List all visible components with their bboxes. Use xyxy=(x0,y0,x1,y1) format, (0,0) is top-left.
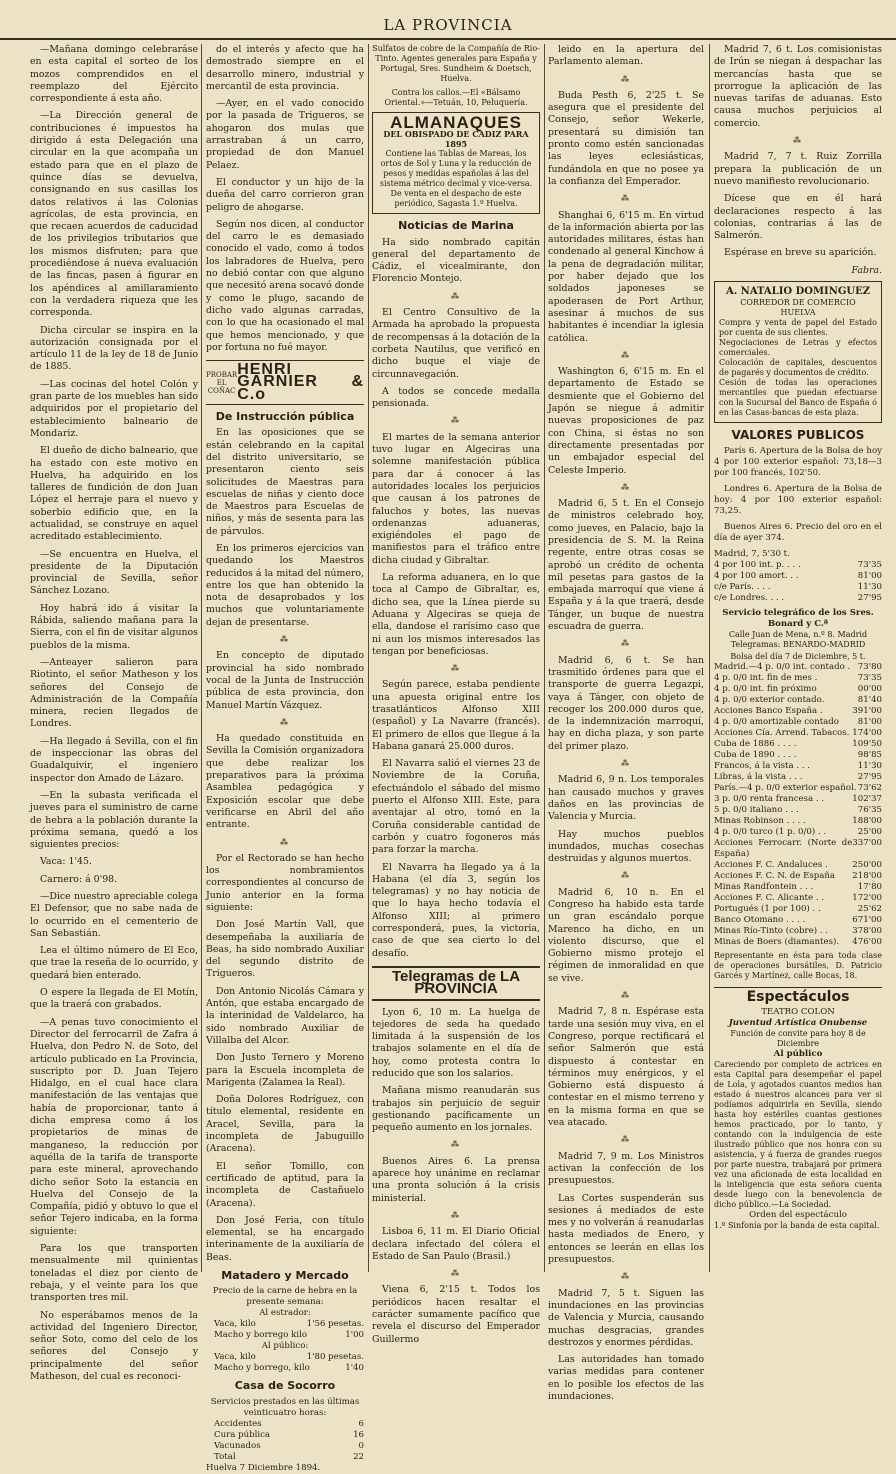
bonard-telegram: Telegramas: BENARDO-MADRID xyxy=(730,639,866,649)
market-row xyxy=(714,783,882,794)
telegram-paragraph: Mañana mismo reanudarán sus trabajos sin perjuicio de seguir gestionando pacíficamente un pequeño aumento en los jornales. xyxy=(372,1085,540,1134)
market-row xyxy=(714,882,882,893)
market-row-label: 4 p. 0/0 int. fin de mes . xyxy=(714,672,818,683)
market-row-value: 188'00 xyxy=(852,815,882,826)
market-row-value: 476'00 xyxy=(852,936,882,947)
advert-line: Cesión de todas las operaciones mercantiles que puedan efectuarse con la Sucursal del Banco de España ó en las Casas-bancas de esta plaza. xyxy=(719,378,877,418)
company-name: Juventud Artística Onubense xyxy=(728,1017,868,1028)
news-paragraph: Ha quedado constituida en Sevilla la Comisión organizadora que debe realizar los preparativos para la próxima Asamblea pedagógica y Exposición escolar que debe verificarse en Abril del año entrante. xyxy=(206,733,364,831)
market-row xyxy=(714,893,882,904)
news-paragraph: —A penas tuvo conocimiento el Director del ferrocarril de Zafra á Huelva, don Pedro N. de Soto, del artículo publicado en La Provincia, suscripto por D. Juan Tejero Hidalgo, en el cual hace clara manifestación de las ventajas que había de proporcionar, tanto á dicha empresa como á los propietarios de minas de manganeso, la reducción por aquélla de la tarifa de transporte para este mineral, aprovechando dicho señor Soto la estancia en Huelva del Consejo de la Compañía, pidió y obtuvo lo que el señor Tejero indicaba, en la forma siguiente: xyxy=(30,1016,198,1237)
market-row-label: 5 p. 0/0 italiano . . . xyxy=(714,804,799,815)
market-row-value: 250'00 xyxy=(852,859,882,870)
sulfatos-advert: Sulfatos de cobre de la Compañía de Rio-Tinto. Agentes generales para España y Portugal, Sres. Sundheim & Doetsch, Huelva. xyxy=(372,44,540,83)
asterism: ⁂ xyxy=(621,639,631,649)
asterism: ⁂ xyxy=(451,1210,461,1220)
function-line: Función de convite para hoy 8 de Diciembre xyxy=(730,1028,866,1048)
almanaques-title: ALMANAQUES xyxy=(390,113,522,132)
column-5 xyxy=(714,44,882,1274)
news-paragraph: Dicha circular se inspira en la autorización consignada por el artículo 11 de la ley de 18 de Junio de 1885. xyxy=(30,324,198,373)
news-paragraph: El Centro Consultivo de la Armada ha aprobado la propuesta de recompensas á la dotación de la corbeta Nautilus, que verificó en dicho buque el viaje de circunnavegación. xyxy=(372,307,540,380)
market-row-label: Minas Robinson . . . . xyxy=(714,815,806,826)
column-3 xyxy=(372,44,540,1345)
market-row xyxy=(714,593,882,604)
market-row xyxy=(714,794,882,805)
news-paragraph: Hoy habrá ido á visitar la Rábida, saliendo mañana para la Sierra, con el fin de visitar algunos pueblos de la misma. xyxy=(30,602,198,651)
news-paragraph: El señor Tomillo, con certificado de aptitud, para la incompleta de Castañuelo (Aracena). xyxy=(206,1160,364,1209)
column-rule xyxy=(201,44,202,1272)
market-row xyxy=(714,662,882,673)
report-date: Huelva 7 Diciembre 1894. xyxy=(206,1462,321,1473)
column-2 xyxy=(206,44,364,1473)
news-paragraph: —Anteayer salieron para Riotinto, el señor Matheson y los señores del Consejo de Administración de la Compañía minera, recien llegados de Londres. xyxy=(30,656,198,730)
market-row-label: 4 p. 0/0 amortizable contado xyxy=(714,716,839,727)
telegram-paragraph: Madrid 6, 6 t. Se han trasmitido órdenes para que el transporte de guerra Legazpi, vaya á Tánger, con objeto de recoger los 200.000 duros que, de la indemnización marroquí, hay en dicha plaza, y son parte del primer plazo. xyxy=(548,654,704,752)
section-heading: Espectáculos xyxy=(714,987,882,1003)
market-row xyxy=(714,926,882,937)
asterism: ⁂ xyxy=(451,664,461,674)
section-heading: De Instrucción pública xyxy=(215,410,355,424)
column-rule xyxy=(544,44,545,1272)
market-table-b xyxy=(714,662,882,948)
market-row xyxy=(714,750,882,761)
market-row-value: 172'00 xyxy=(852,892,882,903)
market-row xyxy=(714,937,882,948)
asterism: ⁂ xyxy=(621,482,631,492)
dominguez-advert xyxy=(714,281,882,423)
section-heading: VALORES PUBLICOS xyxy=(731,428,865,443)
bonard-address: Calle Juan de Mena, n.º 8. Madrid xyxy=(728,629,868,639)
market-row-label: Acciones F. C. Andaluces . xyxy=(714,859,828,870)
bonard-heading: Servicio telegráfico de los Sres. Bonard y C.ª xyxy=(722,607,874,629)
market-row xyxy=(714,695,882,706)
total-row: Total 22 xyxy=(214,1451,364,1462)
news-paragraph: —En la subasta verificada el jueves para el suministro de carne de hebra a la población durante la próxima semana, quedó a los siguientes precios: xyxy=(30,789,198,851)
news-paragraph: Lea el último número de El Eco, que trae la reseña de lo ocurrido, y quedará bien enterado. xyxy=(30,945,198,981)
order-item: 1.º Sinfonía por la banda de esta capital. xyxy=(714,1220,880,1230)
news-paragraph: El martes de la semana anterior tuvo lugar en Algeciras una solemne manifestación pública para dar á conocer á las autoridades locales los perjuicios que causan á los patrones de faluchos y botes, las nuevas ordenanzas aduaneras, exigiéndoles el pago de manifiestos para el tráfico entre dicha ciudad y Gibraltar. xyxy=(372,431,540,566)
market-row xyxy=(714,816,882,827)
news-paragraph: En los primeros ejercicios van quedando los Maestros reducidos á la mitad del número, entre los que han obtenido la nota de desaprobados y los muchos que voluntariamente dejan de presentarse. xyxy=(206,542,364,628)
order-heading: Orden del espectáculo xyxy=(749,1209,847,1220)
market-row xyxy=(714,860,882,871)
market-row-label: Minas Río-Tinto (cobre) . . xyxy=(714,925,829,936)
theatre-name: TEATRO COLON xyxy=(761,1006,835,1017)
news-paragraph: El dueño de dicho balneario, que ha estado con este motivo en Huelva, ha adquirido en los talleres de fundición de don Juan López el herraje para el nuevo y soberbio edificio que, en la actualidad, se construye en aquel acreditado establecimiento. xyxy=(30,445,198,543)
section-heading: Matadero y Mercado xyxy=(221,1269,349,1283)
market-row-label: c/e Londres. . . . xyxy=(714,592,785,603)
price-row: Vaca, kilo 1'80 pesetas. xyxy=(214,1352,364,1363)
news-paragraph: Doña Dolores Rodríguez, con título elemental, residente en Aracel, Sevilla, para la incompleta de Jabuguillo (Aracena). xyxy=(206,1094,364,1155)
news-paragraph: do el interés y afecto que ha demostrado siempre en el desarrollo minero, industrial y mercantil de esta provincia. xyxy=(206,44,364,92)
market-row-value: 81'40 xyxy=(857,694,882,705)
market-row xyxy=(714,706,882,717)
news-paragraph: En las oposiciones que se están celebrando en la capital del distrito universitario, se presentaron ciento seis solicitudes de Maestras para escuelas de niñas y ciento doce de Maestros para Escuelas de niños, y más de sesenta para las de párvulos. xyxy=(206,427,364,537)
news-paragraph: Según nos dicen, al conductor del carro le es demasiado conocido el vado, como á todos los labradores de Huelva, pero no debió contar con que alguno que necesitó arena socavó donde y como le plugo, sacando de dicho vado algunas carradas, con lo que ha ocasionado el mal que hemos mencionado, y que por fortuna no fué mayor. xyxy=(206,218,364,353)
column-rule xyxy=(368,44,369,1272)
market-row xyxy=(714,728,882,739)
telegram-paragraph: Buda Pesth 6, 2'25 t. Se asegura que el presidente del Consejo, señor Wekerle, presentará su dimisión tan pronto como estén sancionadas las leyes eclesiásticas, fundándola en que no posee ya la confianza del Emperador. xyxy=(548,89,704,187)
service-row: Accidentes 6 xyxy=(214,1418,364,1429)
callos-advert: Contra los callos.—El «Bálsamo Oriental.»—Tetuán, 10, Peluquería. xyxy=(384,88,528,107)
market-row xyxy=(714,772,882,783)
market-row-value: 11'30 xyxy=(857,581,882,592)
market-row xyxy=(714,761,882,772)
market-row-value: 98'85 xyxy=(857,749,882,760)
market-row xyxy=(714,838,882,860)
market-row-label: Minas Randfontein . . . xyxy=(714,881,814,892)
market-row-label: Acciones F. C. N. de España xyxy=(714,870,836,881)
market-row-label: 4 p. 0/0 int. fin próximo xyxy=(714,683,817,694)
market-row-value: 25'00 xyxy=(857,826,882,837)
market-row-label: 3 p. 0/0 renta francesa . . xyxy=(714,793,825,804)
market-row-value: 73'35 xyxy=(857,672,882,683)
market-row xyxy=(714,717,882,728)
market-table-a xyxy=(714,560,882,604)
telegram-paragraph: Madrid 7, 7 t. Ruiz Zorrilla prepara la publicación de un nuevo manifiesto revolucionario. xyxy=(714,151,882,187)
telegrams-heading: Telegramas de LA PROVINCIA xyxy=(372,966,540,1001)
news-paragraph: No esperábamos menos de la actividad del Ingeniero Director, señor Soto, como del celo de los señores del Consejo y principalmente del señor Matheson, del cual es reconoci- xyxy=(30,1309,198,1382)
column-4 xyxy=(548,44,704,1402)
market-row-label: Cuba de 1886 . . . . xyxy=(714,738,797,749)
market-row-value: 25'62 xyxy=(857,903,882,914)
market-row-label: Minas de Boers (diamantes). xyxy=(714,936,840,947)
advert-role: CORREDOR DE COMERCIO xyxy=(740,298,856,308)
telegram-paragraph: Hay muchos pueblos inundados, muchas cosechas destruidas y algunos muertos. xyxy=(548,828,704,865)
news-paragraph: —Mañana domingo celebraráse en esta capital el sorteo de los mozos comprendidos en el reemplazo del Ejército correspondiente á esta año. xyxy=(30,44,198,105)
market-row-label: 4 por 100 amort. . . xyxy=(714,570,799,581)
market-row-label: Acciones Banco España . xyxy=(714,705,823,716)
market-row-label: Libras, á la vista . . . xyxy=(714,771,803,782)
market-row xyxy=(714,871,882,882)
news-paragraph: En concepto de diputado provincial ha sido nombrado vocal de la Junta de Instrucción pública de esta provincia, don Manuel Martín Vázquez. xyxy=(206,650,364,711)
telegram-paragraph: Lisboa 6, 11 m. El Diario Oficial declara infectado del cólera el Estado de San Paulo (Brasil.) xyxy=(372,1226,540,1262)
price-intro: Precio de la carne de hebra en la presente semana: xyxy=(212,1286,358,1308)
telegram-paragraph: Madrid 7, 9 m. Los Ministros activan la confección de los presupuestos. xyxy=(548,1150,704,1187)
bolsa-date: Bolsa del día 7 de Diciembre, 5 t. xyxy=(730,651,866,661)
market-row xyxy=(714,739,882,750)
section-heading: Noticias de Marina xyxy=(398,219,514,233)
telegram-paragraph: Viena 6, 2'15 t. Todos los periódicos hacen resaltar el carácter sumamente pacífico que revela el discurso del Emperador Guillermo xyxy=(372,1284,540,1345)
news-paragraph: Según parece, estaba pendiente una apuesta original entre los trasatlánticos Alfonso XIII (español) y La Navarre (francés). El primero de ellos que llegue á la Habana ganará 25.000 duros. xyxy=(372,679,540,752)
market-row-value: 27'95 xyxy=(857,771,882,782)
telegram-paragraph: Madrid 7, 6 t. Los comisionistas de Irún se niegan á despachar las mercancías hasta que se prorrogue la aplicación de las nuevas tarifas de aduanas. Esto causa muchos perjuicios al comercio. xyxy=(714,44,882,129)
news-paragraph: A todos se concede medalla pensionada. xyxy=(372,385,540,410)
market-row-value: 378'00 xyxy=(852,925,882,936)
market-row-value: 391'00 xyxy=(852,705,882,716)
news-paragraph: Don José Martín Vall, que desempeñaba la auxiliaría de Beas, ha sido nombrado Auxiliar del segundo distrito de Trigueros. xyxy=(206,919,364,980)
garnier-advert-tagline: PROBAR EL COÑAC xyxy=(206,370,238,395)
market-row-value: 81'00 xyxy=(857,716,882,727)
service-row: Vacunados 0 xyxy=(214,1440,364,1451)
market-row-value: 102'37 xyxy=(852,793,882,804)
almanaques-text: Contiene las Tablas de Mareas, los ortos de Sol y Luna y la reducción de pesos y medidas españolas á las del sistema métrico decimal y vice-versa. xyxy=(379,149,533,189)
telegram-paragraph: Espérase en breve su aparición. xyxy=(724,247,877,259)
market-row-value: 218'00 xyxy=(852,870,882,881)
advert-line: Compra y venta de papel del Estado por cuenta de sus clientes. xyxy=(719,318,877,338)
telegram-paragraph: Las Cortes suspenderán sus sesiones á mediados de este mes y no volverán á reanudarlas hasta mediados de Enero, y entonces se leerán en ellas los presupuestos. xyxy=(548,1192,704,1266)
advert-line: Negociaciones de Letras y efectos comerciales. xyxy=(719,338,877,358)
asterism: ⁂ xyxy=(621,194,631,204)
news-paragraph: La reforma aduanera, en lo que toca al Campo de Gibraltar, es, dicho sea, que la Línea pierde su Aduana y Algeciras se queja de ella, dandose el rarísimo caso que ni aun los mismos interesados las tengan por beneficiosas. xyxy=(372,572,540,657)
almanaques-subtitle: DEL OBISPADO DE CADIZ PARA 1895 xyxy=(383,129,529,150)
market-row-label: Madrid.—4 p. 0/0 int. contado . xyxy=(714,661,851,672)
market-row xyxy=(714,827,882,838)
asterism: ⁂ xyxy=(621,759,631,769)
news-paragraph: —La Dirección general de contribuciones é impuestos ha dirigido á esta Delegación una circular en la que acompaña un estado para que en el plazo de quince días se devuelva, consignando en sus casillas los datos relativos á las Colonias agrícolas, de esta provincia, en que recaen acuerdos de caducidad de los privilegios tributarios que los mismos disfruten; para que procediéndose á nueva evaluación de las fincas, pasen á figurar en los apéndices al amillaramiento con la verdadera riqueza que les corresponda. xyxy=(30,110,198,319)
price-row: Macho y borrego kilo 1'00 xyxy=(214,1330,364,1341)
almanaques-sale: De venta en el despacho de este periódico, Sagasta 1.º Huelva. xyxy=(390,189,522,209)
asterism: ⁂ xyxy=(621,350,631,360)
news-paragraph: Para los que transporten mensualmente mil quinientas toneladas el diez por ciento de rebaja, y el veinte para los que transporten tres mil. xyxy=(30,1243,198,1304)
telegram-paragraph: Madrid 6, 10 n. En el Congreso ha habido esta tarde un gran escándalo porque Marenco ha dicho, en un violento discurso, que el Gobierno mismo protejo el régimen de inmoralidad en que se vive. xyxy=(548,886,704,984)
market-row-label: Acciones F. C. Alicante . . xyxy=(714,892,824,903)
market-row-value: 337'00 xyxy=(852,837,882,848)
market-row-value: 11'30 xyxy=(857,760,882,771)
asterism: ⁂ xyxy=(621,1135,631,1145)
market-row-value: 81'00 xyxy=(857,570,882,581)
market-row-value: 109'50 xyxy=(852,738,882,749)
almanaques-advert xyxy=(372,112,540,214)
news-paragraph: —Ha llegado á Sevilla, con el fin de inspeccionar las obras del Guadalquivir, el ingeniero inspector don Amado de Lázaro. xyxy=(30,735,198,784)
telegram-paragraph: Madrid 7, 8 n. Espérase esta tarde una sesión muy viva, en el Congreso, porque rectificará el señor Salmerón que está dispuesto á contestar en términos muy enérgicos, y el Gobierno está dispuesto á contestar en el mismo terreno y en la misma forma en que se vea atacado. xyxy=(548,1006,704,1129)
telegram-paragraph: Lyon 6, 10 m. La huelga de tejedores de seda ha quedado limitada á la suspensión de los trabajos solamente en el día de hoy, como protesta contra lo reducido que son los salarios. xyxy=(372,1006,540,1079)
price-row: Vaca, kilo 1'56 pesetas. xyxy=(214,1319,364,1330)
market-row-label: 4 por 100 int. p. . . . xyxy=(714,559,801,570)
asterism: ⁂ xyxy=(451,1140,461,1150)
market-row xyxy=(714,582,882,593)
telegram-signature: Fabra. xyxy=(851,264,882,276)
news-paragraph: O espere la llegada de El Motín, que la traerá con grabados. xyxy=(30,987,198,1011)
masthead xyxy=(0,0,896,40)
newspaper-title: LA PROVINCIA xyxy=(383,16,513,34)
market-row-value: 17'80 xyxy=(857,881,882,892)
service-row: Cura pública 16 xyxy=(214,1429,364,1440)
advert-city: HUELVA xyxy=(780,308,816,318)
news-paragraph: —Dice nuestro apreciable colega El Defensor, que no sabe nada de lo ocurrido en el cementerio de San Sebastián. xyxy=(30,891,198,939)
market-paragraph: Londres 6. Apertura de la Bolsa de hoy: 4 por 100 exterior español: 73,25. xyxy=(714,483,882,516)
telegram-paragraph: Madrid 7, 5 t. Siguen las inundaciones en las provincias de Valencia y Murcia, causando muchas desgracias, grandes destrozos y enormes pérdidas. xyxy=(548,1287,704,1348)
news-paragraph: Vaca: 1'45. xyxy=(40,856,92,868)
column-rule xyxy=(709,44,710,1272)
market-row-value: 671'00 xyxy=(852,914,882,925)
telegram-paragraph: Madrid 6, 9 n. Los temporales han causado muchos y graves daños en las provincias de Valencia y Murcia. xyxy=(548,774,704,823)
market-row-label: c/e París. . . . xyxy=(714,581,771,592)
market-row-label: Francos, á la vista . . . xyxy=(714,760,811,771)
market-row-label: Acciones Ferrocarr. (Norte de España) xyxy=(714,837,853,859)
garnier-advert-brand: HENRI GARNIER & C.o xyxy=(237,361,364,403)
asterism: ⁂ xyxy=(451,416,461,426)
news-paragraph: Don Antonio Nicolás Cámara y Antón, que estaba encargado de la interinidad de Valdelarco, ha sido nombrado Auxiliar de Villalba del Alcor. xyxy=(206,985,364,1046)
al-publico-heading: Al público xyxy=(773,1048,823,1059)
garnier-advert xyxy=(206,360,364,405)
market-row-label: 4 p. 0/0 exterior contado. xyxy=(714,694,825,705)
asterism: ⁂ xyxy=(621,871,631,881)
telegram-paragraph: Dícese que en él hará declaraciones respecto á las colonias, contrarias á las de Salmerón. xyxy=(714,193,882,242)
asterism: ⁂ xyxy=(280,837,290,847)
telegram-paragraph: Buenos Aires 6. La prensa aparece hoy unánime en reclamar una pronta solución á la crisis ministerial. xyxy=(372,1155,540,1204)
casa-intro: Servicios prestados en las últimas veinticuatro horas: xyxy=(210,1396,360,1418)
spectacle-note: Careciendo por completo de actrices en esta Capital para desempeñar el papel de Lola, y agotados cuantos medios han estado á nuestros alcances para ver si podíamos adquirirla en Sevilla, siendo hasta hoy estériles cuantas gestiones hemos practicado, por lo tanto, y contando con la indulgencia de este ilustrado público que nos honra con su asistencia, y á fuerza de grandes ruegos por parte nuestra, trabajará por primera vez una aficionada de esta localidad en la inteligencia que esta señora cuenta desde luego con la benevolencia de dicho público.—La Sociedad. xyxy=(714,1059,882,1209)
market-row xyxy=(714,915,882,926)
news-paragraph: —Se encuentra en Huelva, el presidente de la Diputación provincial de Sevilla, señor Sánchez Lozano. xyxy=(30,548,198,597)
market-row xyxy=(714,560,882,571)
telegram-paragraph: Las autoridades han tomado varias medidas para contener en lo posible los efectos de las inundaciones. xyxy=(548,1354,704,1402)
asterism: ⁂ xyxy=(621,991,631,1001)
section-heading: Casa de Socorro xyxy=(234,1379,336,1393)
asterism: ⁂ xyxy=(621,74,631,84)
asterism: ⁂ xyxy=(451,1269,461,1279)
asterism: ⁂ xyxy=(621,1272,631,1282)
market-row-value: 174'00 xyxy=(852,727,882,738)
market-paragraph: París 6. Apertura de la Bolsa de hoy 4 por 100 exterior español: 73,18—3 por 100 francés, 102'50. xyxy=(714,445,882,478)
market-paragraph: Buenos Aires 6. Precio del oro en el día de ayer 374. xyxy=(714,521,882,543)
market-row-label: Cuba de 1890 . . . . xyxy=(714,749,797,760)
news-paragraph: Don Justo Ternero y Moreno para la Escuela incompleta de Marigenta (Zalamea la Real). xyxy=(206,1052,364,1088)
market-row-value: 76'35 xyxy=(857,804,882,815)
column-1 xyxy=(30,44,198,1382)
price-subheading: Al público: xyxy=(261,1341,309,1352)
asterism: ⁂ xyxy=(451,291,461,301)
telegram-paragraph: Washington 6, 6'15 m. En el departamento de Estado se desmiente que el Gobierno del Japón se niegue á admitir nuevas proposiciones de paz con China, si éstas no son directamente presentadas por un embajador especial del Celeste Imperio. xyxy=(548,366,704,476)
market-row-label: París.—4 p. 0/0 exterior español. xyxy=(714,782,857,793)
market-row-value: 00'00 xyxy=(857,683,882,694)
market-row-value: 73'80 xyxy=(857,661,882,672)
news-paragraph: El Navarra salió el viernes 23 de Noviembre de la Coruña, efectuándolo el sábado del mismo puerto el Alfonso XIII. Este, para aventajar al otro, tomó en la Coruña considerable cantidad de carbón y cuatro fogoneros más para forzar la marcha. xyxy=(372,758,540,856)
news-paragraph: Ha sido nombrado capitán general del departamento de Cádiz, el vicealmirante, don Florencio Montejo. xyxy=(372,236,540,285)
market-row-value: 27'95 xyxy=(857,592,882,603)
market-row-label: 4 p. 0/0 turco (1 p. 0/0) . . xyxy=(714,826,827,837)
news-paragraph: —Las cocinas del hotel Colón y gran parte de los muebles han sido adquiridos por el propietario del establecimiento balneario de Mondariz. xyxy=(30,378,198,439)
news-paragraph: El conductor y un hijo de la dueña del carro corrieron gran peligro de ahogarse. xyxy=(206,176,364,213)
market-row-label: Acciones Cía. Arrend. Tabacos. xyxy=(714,727,850,738)
advert-name: A. NATALIO DOMINGUEZ xyxy=(725,286,871,298)
representative-note: Representante en ésta para toda clase de operaciones bursátiles, D. Patricio Garcés y Martínez, calle Bocas, 18. xyxy=(714,950,882,980)
news-paragraph: Carnero: á 0'98. xyxy=(40,873,118,885)
market-row xyxy=(714,673,882,684)
market-row xyxy=(714,805,882,816)
market-row-value: 73'35 xyxy=(857,559,882,570)
advert-line: Colocación de capitales, descuentos de pagarés y documentos de crédito. xyxy=(719,358,877,378)
news-paragraph: El Navarra ha llegado ya á la Habana (el día 3, según los telegramas) y no hay noticia de que lo haya hecho todavía el Alfonso XIII; al primero corresponderá, pues, la victoria, caso de que sea cierto lo del desafío. xyxy=(372,861,540,959)
market-row xyxy=(714,571,882,582)
price-subheading: Al estrador: xyxy=(259,1308,311,1319)
asterism: ⁂ xyxy=(280,717,290,727)
telegram-paragraph: leido en la apertura del Parlamento aleman. xyxy=(548,44,704,68)
market-row-label: Portugués (1 por 100) . . xyxy=(714,903,821,914)
asterism: ⁂ xyxy=(793,136,803,146)
telegram-paragraph: Shanghai 6, 6'15 m. En virtud de la información abierta por las autoridades militares, éstas han condenado al general Kinchow á la pena de degradación militar, por haber dejado que los soldados japoneses se apoderasen de Port Arthur, asesinar á muchos de sus habitantes é incendiar la iglesia católica. xyxy=(548,209,704,344)
news-paragraph: —Ayer, en el vado conocido por la pasada de Trigueros, se ahogaron dos mulas que arrastraban á un carro, propiedad de don Manuel Pelaez. xyxy=(206,98,364,171)
telegram-paragraph: Madrid 6, 5 t. En el Consejo de ministros celebrado hoy, como jueves, en Palacio, bajo la presidencia de S. M. la Reina regente, entre otras cosas se aprobó un crédito de ochenta mil pesetas para gastos de la embajada marroquí que viene á España y á la que traerá, desde Tánger, un buque de nuestra escuadra de guerra. xyxy=(548,498,704,633)
market-row-value: 73'62 xyxy=(857,782,882,793)
price-row: Macho y borrego, kilo 1'40 xyxy=(214,1363,364,1374)
news-paragraph: Don José Feria, con título elemental, se ha encargado interinamente de la auxiliaría de Beas. xyxy=(206,1214,364,1263)
market-subheading: Madrid, 7, 5'30 t. xyxy=(714,548,790,559)
market-row xyxy=(714,904,882,915)
news-paragraph: Por el Rectorado se han hecho los nombramientos correspondientes al concurso de Junio anterior en la forma siguiente: xyxy=(206,852,364,913)
asterism: ⁂ xyxy=(280,635,290,645)
market-row xyxy=(714,684,882,695)
market-row-label: Banco Otomano . . . . xyxy=(714,914,806,925)
